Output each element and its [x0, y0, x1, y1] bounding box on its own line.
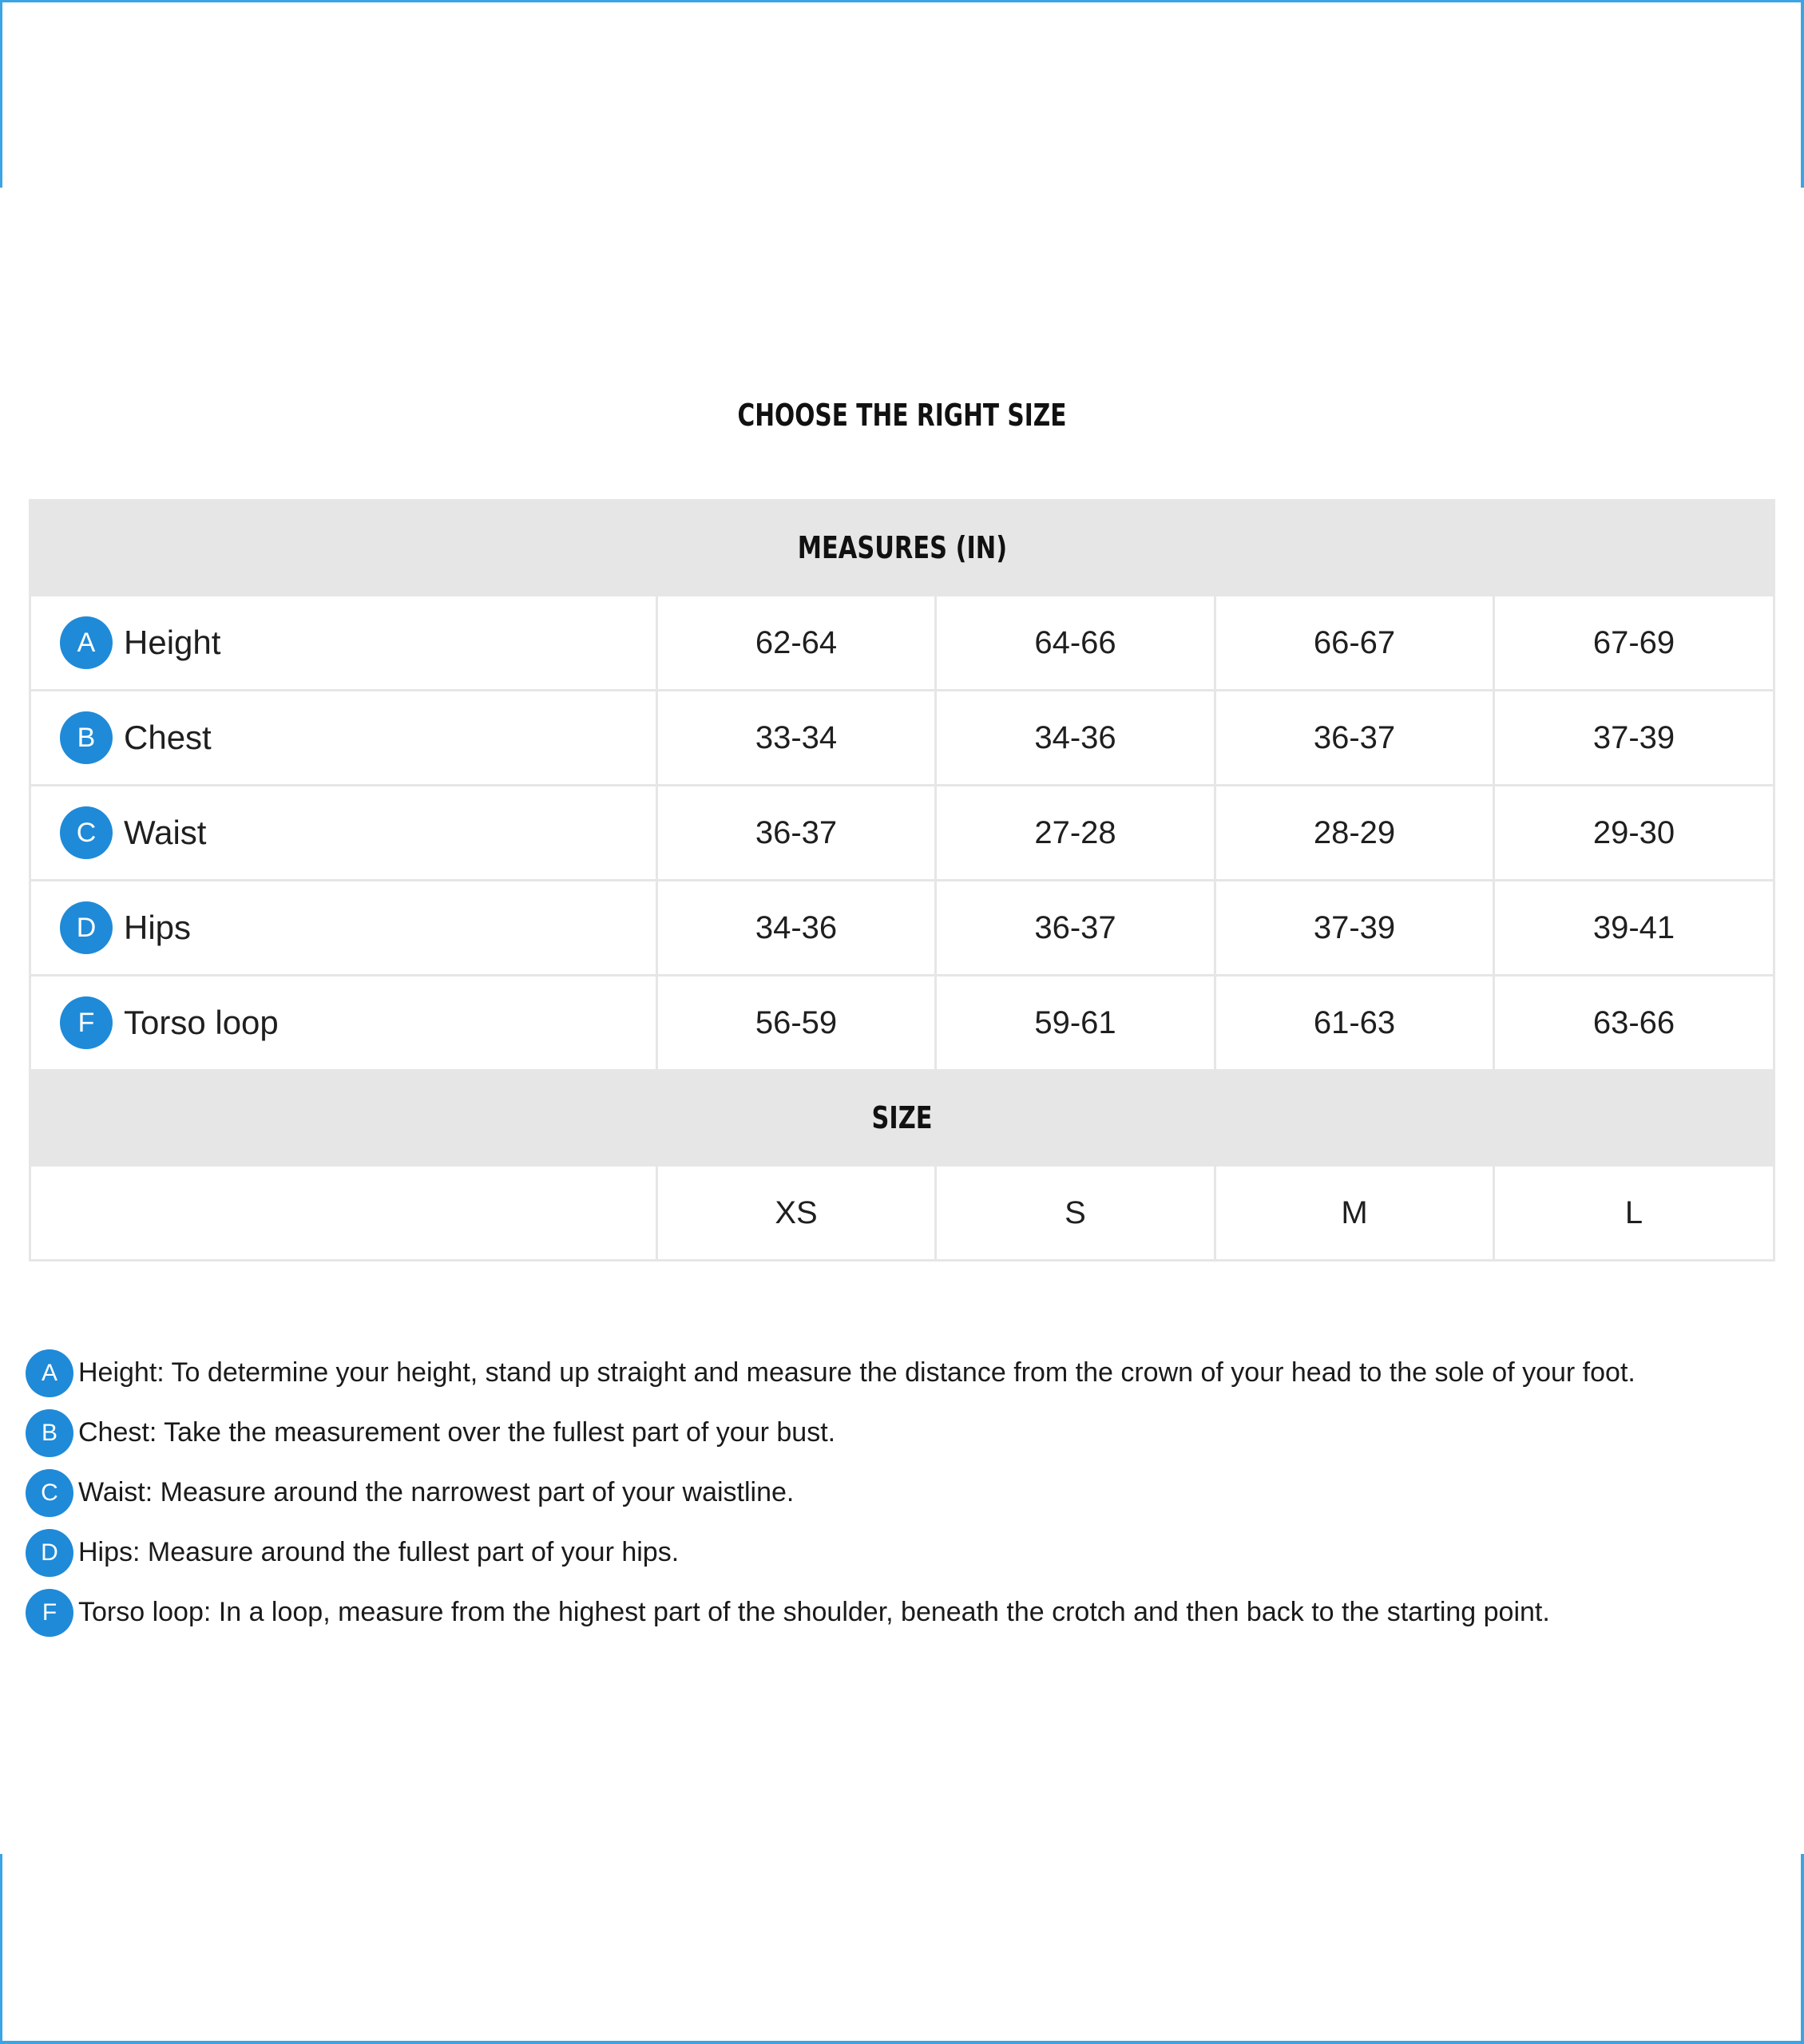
row-label-hips: Hips — [124, 909, 192, 946]
badge-c-icon: C — [60, 806, 113, 859]
size-cell: L — [1494, 1166, 1774, 1261]
table-cell: 37-39 — [1215, 881, 1494, 976]
table-cell: 33-34 — [657, 691, 936, 786]
table-cell: 61-63 — [1215, 976, 1494, 1071]
row-label-chest: Chest — [124, 719, 212, 756]
note-waist — [26, 1463, 1782, 1523]
table-cell: 27-28 — [936, 786, 1215, 881]
badge-d-icon: D — [26, 1529, 73, 1577]
note-text: Torso loop: In a loop, measure from the highest part of the shoulder, beneath the crotch and then back to the starting point. — [78, 1597, 1550, 1627]
table-cell: 59-61 — [936, 976, 1215, 1071]
size-header: SIZE — [871, 1099, 933, 1135]
frame-right-edge-top — [1801, 0, 1804, 188]
table-row-sizes — [30, 1166, 1774, 1261]
table-row-torso-loop — [30, 976, 1774, 1071]
table-cell: 66-67 — [1215, 596, 1494, 691]
table-row-chest — [30, 691, 1774, 786]
table-cell: 34-36 — [657, 881, 936, 976]
row-label-torso-loop: Torso loop — [124, 1004, 279, 1041]
size-cell: XS — [657, 1166, 936, 1261]
table-cell: 36-37 — [1215, 691, 1494, 786]
table-cell: 63-66 — [1494, 976, 1774, 1071]
table-cell: 37-39 — [1494, 691, 1774, 786]
row-label-cell — [30, 596, 657, 691]
table-cell: 34-36 — [936, 691, 1215, 786]
row-label-cell — [30, 786, 657, 881]
row-label-waist: Waist — [124, 814, 207, 851]
table-cell: 67-69 — [1494, 596, 1774, 691]
table-row-height — [30, 596, 1774, 691]
note-text: Chest: Take the measurement over the fullest part of your bust. — [78, 1417, 836, 1448]
frame-top-edge — [0, 0, 1804, 2]
size-header-row — [30, 1071, 1774, 1166]
empty-cell — [30, 1166, 657, 1261]
note-text: Height: To determine your height, stand up straight and measure the distance from the crown of your head to the sole of your foot. — [78, 1357, 1635, 1388]
measures-header: MEASURES (IN) — [797, 529, 1007, 565]
table-cell: 39-41 — [1494, 881, 1774, 976]
badge-a-icon: A — [26, 1349, 73, 1397]
note-text: Hips: Measure around the fullest part of your hips. — [78, 1537, 680, 1567]
table-row-waist — [30, 786, 1774, 881]
note-height — [26, 1343, 1782, 1403]
badge-b-icon: B — [26, 1409, 73, 1457]
badge-c-icon: C — [26, 1469, 73, 1517]
page-title: CHOOSE THE RIGHT SIZE — [737, 398, 1067, 433]
note-text: Waist: Measure around the narrowest part of your waistline. — [78, 1477, 795, 1507]
badge-f-icon: F — [26, 1589, 73, 1637]
size-cell: S — [936, 1166, 1215, 1261]
measures-header-row — [30, 501, 1774, 596]
table-row-hips — [30, 881, 1774, 976]
table-cell: 36-37 — [936, 881, 1215, 976]
table-cell: 62-64 — [657, 596, 936, 691]
table-cell: 36-37 — [657, 786, 936, 881]
frame-left-edge-top — [0, 0, 2, 188]
note-torso-loop — [26, 1583, 1782, 1642]
badge-a-icon: A — [60, 616, 113, 669]
badge-b-icon: B — [60, 711, 113, 764]
badge-f-icon: F — [60, 996, 113, 1049]
frame-bottom-edge — [0, 2041, 1804, 2044]
row-label-cell — [30, 881, 657, 976]
size-cell: M — [1215, 1166, 1494, 1261]
badge-d-icon: D — [60, 901, 113, 954]
frame-left-edge-bottom — [0, 1854, 2, 2044]
measurement-notes — [26, 1343, 1782, 1642]
row-label-cell — [30, 976, 657, 1071]
note-hips — [26, 1523, 1782, 1583]
table-cell: 64-66 — [936, 596, 1215, 691]
row-label-cell — [30, 691, 657, 786]
frame-right-edge-bottom — [1801, 1854, 1804, 2044]
row-label-height: Height — [124, 624, 221, 661]
table-cell: 28-29 — [1215, 786, 1494, 881]
size-chart-table — [29, 499, 1775, 1262]
note-chest — [26, 1403, 1782, 1463]
table-cell: 29-30 — [1494, 786, 1774, 881]
table-cell: 56-59 — [657, 976, 936, 1071]
